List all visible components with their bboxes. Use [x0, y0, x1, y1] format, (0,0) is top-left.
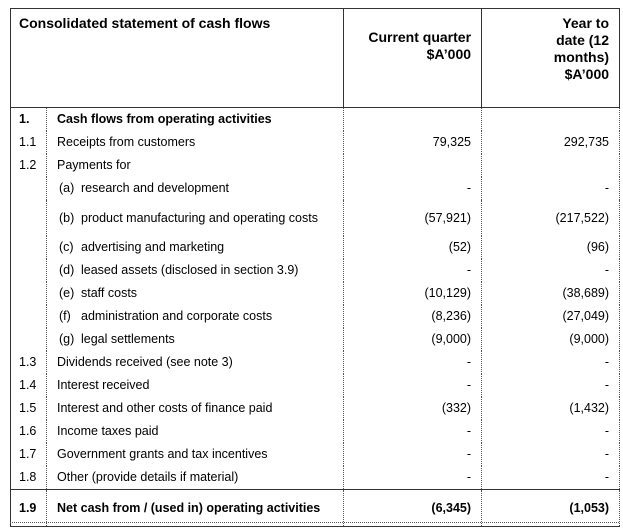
year-to-date-value: [482, 177, 620, 200]
year-to-date-amount: -: [604, 378, 610, 392]
row-description: [47, 328, 344, 351]
sub-item-label: (f): [59, 309, 71, 323]
row-number: [11, 328, 47, 351]
year-to-date-value: [482, 154, 620, 177]
table-row: [11, 374, 620, 397]
row-description-text: legal settlements: [81, 332, 175, 346]
current-quarter-amount: (6,345): [431, 500, 472, 515]
statement-title: Consolidated statement of cash flows: [11, 9, 344, 108]
current-quarter-amount: -: [466, 378, 472, 392]
row-number: [11, 259, 47, 282]
table-row: [11, 328, 620, 351]
year-to-date-amount: -: [604, 424, 610, 438]
current-quarter-amount: -: [466, 470, 472, 484]
row-description-text: staff costs: [81, 286, 138, 300]
sub-item-label: (a): [59, 181, 75, 195]
table-row: [11, 466, 620, 490]
year-to-date-value: [482, 328, 620, 351]
year-to-date-amount: (9,000): [569, 332, 610, 346]
table-row: [11, 177, 620, 200]
current-quarter-amount: (9,000): [431, 332, 472, 346]
table-row: [11, 420, 620, 443]
row-description: [47, 305, 344, 328]
year-to-date-header: [482, 9, 620, 108]
year-to-date-amount: 292,735: [563, 135, 610, 149]
row-number: [11, 305, 47, 328]
table-row: [11, 108, 620, 132]
row-description: [47, 177, 344, 200]
year-to-date-value: [482, 200, 620, 236]
year-to-date-value: [482, 236, 620, 259]
sub-item-label: (g): [59, 332, 75, 346]
table-row: [11, 443, 620, 466]
row-number: 1.5: [11, 397, 47, 420]
row-description-text: Other (provide details if material): [57, 470, 239, 484]
table-row: [11, 351, 620, 374]
year-to-date-value: [482, 259, 620, 282]
current-quarter-value: [344, 490, 482, 527]
current-quarter-value: [344, 177, 482, 200]
row-description-text: Net cash from / (used in) operating activities: [57, 500, 321, 515]
row-description: [47, 351, 344, 374]
current-quarter-value: [344, 466, 482, 490]
row-description: [47, 420, 344, 443]
current-quarter-amount: -: [466, 355, 472, 369]
ytd-unit: $A’000: [564, 66, 610, 82]
row-number: [11, 282, 47, 305]
current-quarter-value: [344, 282, 482, 305]
row-description-text: Cash flows from operating activities: [57, 112, 272, 126]
sub-item-label: (e): [59, 286, 75, 300]
current-quarter-amount: (57,921): [424, 210, 472, 225]
row-description-text: Interest received: [57, 378, 150, 392]
row-number: 1.: [11, 108, 47, 132]
current-quarter-value: [344, 259, 482, 282]
current-quarter-amount: -: [466, 447, 472, 461]
row-description: [47, 108, 344, 132]
row-number: 1.3: [11, 351, 47, 374]
ytd-label-line-3: months): [553, 49, 610, 65]
year-to-date-value: [482, 282, 620, 305]
table-row: [11, 259, 620, 282]
year-to-date-amount: (38,689): [562, 286, 610, 300]
year-to-date-value: [482, 443, 620, 466]
bottom-divider: [10, 522, 619, 523]
row-description-text: Dividends received (see note 3): [57, 355, 233, 369]
current-quarter-value: [344, 305, 482, 328]
row-description: [47, 443, 344, 466]
row-description: [47, 397, 344, 420]
table-row: [11, 397, 620, 420]
row-description-text: Government grants and tax incentives: [57, 447, 268, 461]
year-to-date-value: [482, 131, 620, 154]
current-quarter-value: [344, 397, 482, 420]
row-number: [11, 177, 47, 200]
cash-flow-table: [10, 8, 620, 527]
year-to-date-value: [482, 351, 620, 374]
year-to-date-amount: (217,522): [555, 210, 610, 225]
current-quarter-unit: $A’000: [426, 46, 472, 62]
row-description-text: Income taxes paid: [57, 424, 159, 438]
ytd-label-line-1: Year to: [562, 15, 610, 31]
row-number: 1.1: [11, 131, 47, 154]
current-quarter-value: [344, 420, 482, 443]
year-to-date-value: [482, 490, 620, 527]
current-quarter-amount: (52): [448, 240, 472, 254]
row-description: [47, 466, 344, 490]
row-description-text: Receipts from customers: [57, 135, 196, 149]
current-quarter-value: [344, 108, 482, 132]
table-row: [11, 200, 620, 236]
sub-item-label: (d): [59, 263, 75, 277]
row-description: [47, 131, 344, 154]
year-to-date-amount: -: [604, 447, 610, 461]
current-quarter-amount: (332): [441, 401, 472, 415]
year-to-date-value: [482, 305, 620, 328]
year-to-date-value: [482, 397, 620, 420]
row-description-text: administration and corporate costs: [81, 309, 273, 323]
row-description: [47, 200, 344, 236]
table-header: [11, 9, 620, 108]
row-number: 1.4: [11, 374, 47, 397]
table-row: [11, 282, 620, 305]
year-to-date-amount: (1,432): [569, 401, 610, 415]
table-row: [11, 305, 620, 328]
current-quarter-amount: -: [466, 181, 472, 195]
current-quarter-header: [344, 9, 482, 108]
current-quarter-value: [344, 443, 482, 466]
year-to-date-amount: (27,049): [562, 309, 610, 323]
row-number: [11, 236, 47, 259]
current-quarter-amount: -: [466, 263, 472, 277]
row-description: [47, 374, 344, 397]
sub-item-label: (c): [59, 240, 74, 254]
current-quarter-value: [344, 351, 482, 374]
row-description: [47, 490, 344, 527]
row-description-text: advertising and marketing: [81, 240, 225, 254]
current-quarter-value: [344, 131, 482, 154]
row-description-text: Interest and other costs of finance paid: [57, 401, 273, 415]
year-to-date-amount: (96): [586, 240, 610, 254]
row-number: 1.6: [11, 420, 47, 443]
table-row: [11, 131, 620, 154]
sub-item-label: (b): [59, 210, 75, 225]
row-description: [47, 259, 344, 282]
current-quarter-value: [344, 236, 482, 259]
current-quarter-amount: -: [466, 424, 472, 438]
current-quarter-value: [344, 374, 482, 397]
row-description-text: leased assets (disclosed in section 3.9): [81, 263, 299, 277]
row-number: 1.8: [11, 466, 47, 490]
current-quarter-value: [344, 328, 482, 351]
current-quarter-amount: (8,236): [431, 309, 472, 323]
table-row: [11, 490, 620, 527]
year-to-date-value: [482, 374, 620, 397]
row-description: [47, 236, 344, 259]
current-quarter-value: [344, 154, 482, 177]
year-to-date-amount: -: [604, 470, 610, 484]
row-number: [11, 200, 47, 236]
row-description-text: product manufacturing and operating costs: [81, 210, 318, 225]
row-description-text: Payments for: [57, 158, 131, 172]
year-to-date-amount: (1,053): [569, 500, 610, 515]
year-to-date-value: [482, 466, 620, 490]
row-number: 1.7: [11, 443, 47, 466]
current-quarter-label: Current quarter: [368, 29, 472, 45]
row-description-text: research and development: [81, 181, 230, 195]
ytd-label-line-2: date (12: [556, 32, 610, 48]
year-to-date-amount: -: [604, 263, 610, 277]
row-description: [47, 282, 344, 305]
current-quarter-amount: 79,325: [432, 135, 472, 149]
year-to-date-value: [482, 108, 620, 132]
row-number: 1.2: [11, 154, 47, 177]
row-number: 1.9: [11, 490, 47, 527]
table-row: [11, 154, 620, 177]
row-description: [47, 154, 344, 177]
table-row: [11, 236, 620, 259]
year-to-date-value: [482, 420, 620, 443]
year-to-date-amount: -: [604, 181, 610, 195]
current-quarter-value: [344, 200, 482, 236]
year-to-date-amount: -: [604, 355, 610, 369]
current-quarter-amount: (10,129): [424, 286, 472, 300]
